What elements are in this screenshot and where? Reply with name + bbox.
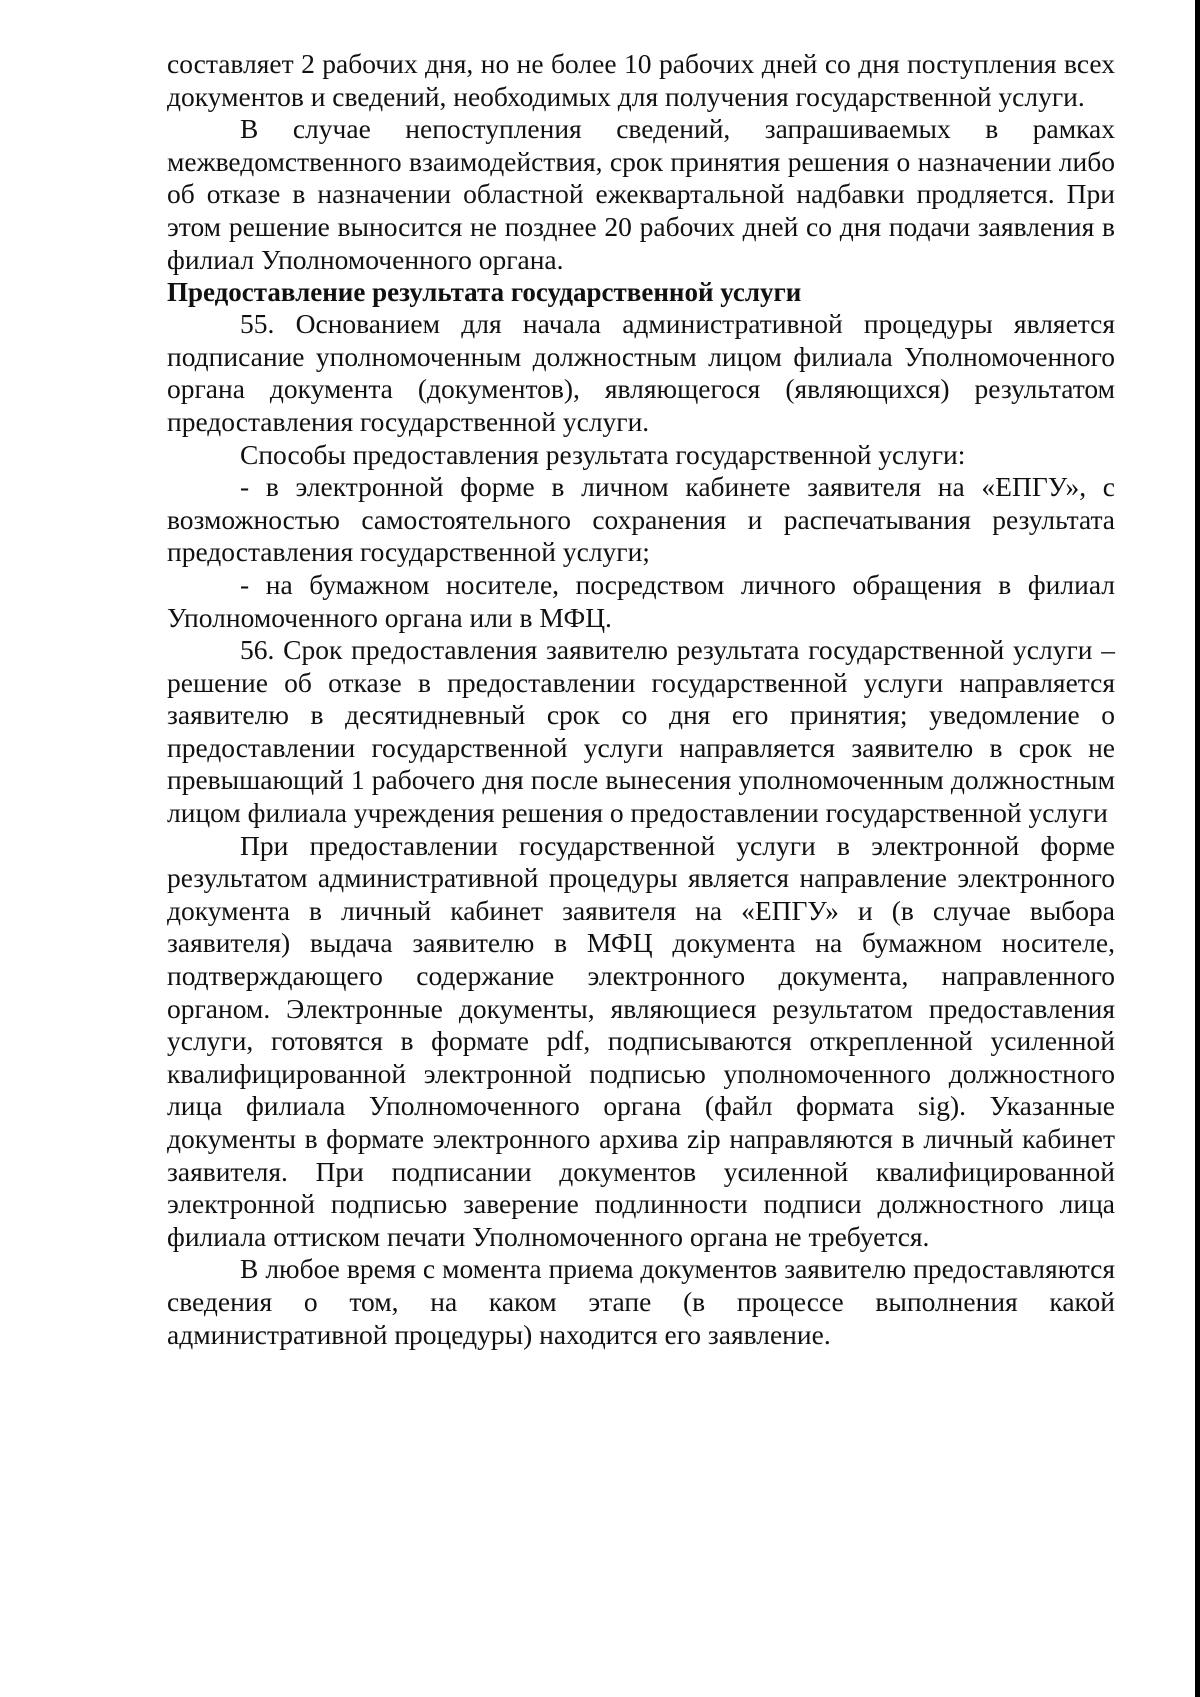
- paragraph-56: 56. Срок предоставления заявителю результата государственной услуги – решение об отказе в предоставлении государственной услуги направляется заявителю в десятидневный срок со дня его принятия; уведомление о предоставлении государственной услуги направляется заявителю в срок не превышающий 1 рабочего дня после вынесения уполномоченным должностным лицом филиала учреждения решения о предоставлении государственной услуги: [167, 634, 1115, 829]
- paragraph-interagency-delay: В случае непоступления сведений, запрашиваемых в рамках межведомственного взаимодействия, срок принятия решения о назначении либо об отказе в назначении областной ежеквартальной надбавки продляется. При этом решение выносится не позднее 20 рабочих дней со дня подачи заявления в филиал Уполномоченного органа.: [167, 113, 1115, 275]
- paragraph-status-info: В любое время с момента приема документов заявителю предоставляются сведения о том, на каком этапе (в процессе выполнения какой административной процедуры) находится его заявление.: [167, 1253, 1115, 1350]
- paragraph-methods-intro: Способы предоставления результата государственной услуги:: [240, 438, 966, 470]
- scan-edge: [1195, 0, 1200, 1697]
- section-heading: Предоставление результата государственной услуги: [167, 277, 802, 308]
- paragraph-method-electronic: - в электронной форме в личном кабинете заявителя на «ЕПГУ», с возможностью самостоятельного сохранения и распечатывания результата предоставления государственной услуги;: [167, 471, 1115, 568]
- paragraph-electronic-result: При предоставлении государственной услуги в электронной форме результатом административной процедуры является направление электронного документа в личный кабинет заявителя на «ЕПГУ» и (в случае выбора заявителя) выдача заявителю в МФЦ документа на бумажном носителе, подтверждающего содержание электронного документа, направленного органом. Электронные документы, являющиеся результатом предоставления услуги, готовятся в формате pdf, подписываются открепленной усиленной квалифицированной электронной подписью уполномоченного должностного лица филиала Уполномоченного органа (файл формата sig). Указанные документы в формате электронного архива zip направляются в личный кабинет заявителя. При подписании документов усиленной квалифицированной электронной подписью заверение подлинности подписи должностного лица филиала оттиском печати Уполномоченного органа не требуется.: [167, 829, 1115, 1252]
- document-page: [167, 48, 1115, 1351]
- paragraph-method-paper: - на бумажном носителе, посредством личного обращения в филиал Уполномоченного органа или в МФЦ.: [167, 568, 1115, 633]
- paragraph-continuation: составляет 2 рабочих дня, но не более 10 рабочих дней со дня поступления всех документов и сведений, необходимых для получения государственной услуги.: [167, 48, 1115, 112]
- paragraph-55: 55. Основанием для начала административной процедуры является подписание уполномоченным должностным лицом филиала Уполномоченного органа документа (документов), являющегося (являющихся) результатом предоставления государственной услуги.: [167, 308, 1115, 437]
